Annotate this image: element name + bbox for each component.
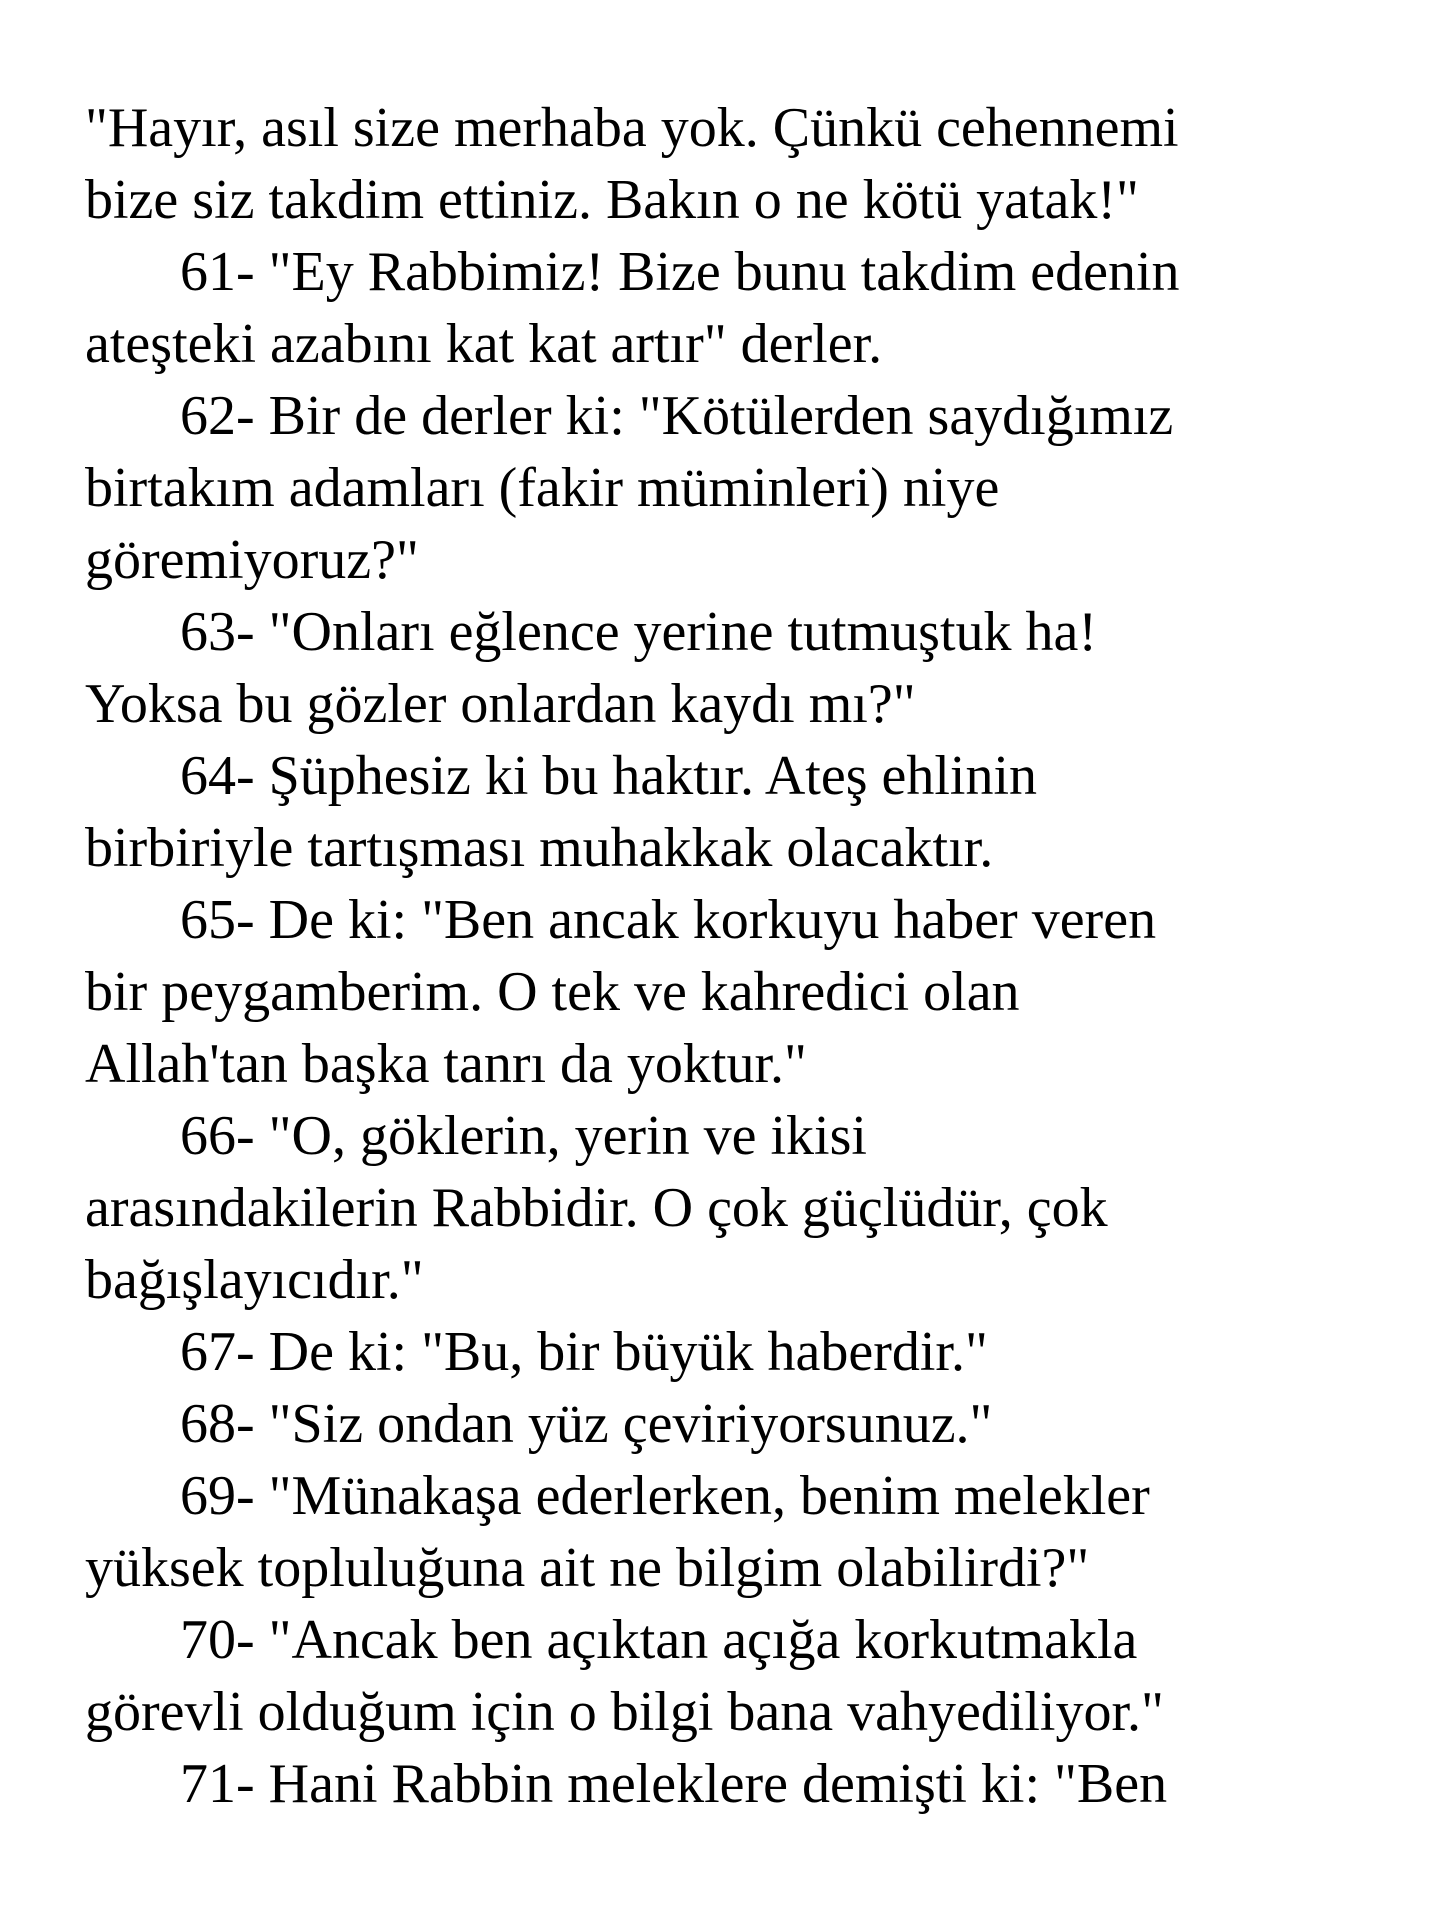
paragraph-p61 <box>85 236 1375 380</box>
text-line: yüksek topluluğuna ait ne bilgim olabilirdi?" <box>85 1537 1090 1599</box>
text-line: ateşteki azabını kat kat artır" derler. <box>85 313 883 375</box>
document-page <box>85 92 1375 1820</box>
text-line: birtakım adamları (fakir müminleri) niye <box>85 457 1000 519</box>
paragraph-p70 <box>85 1604 1375 1748</box>
text-line: 61- "Ey Rabbimiz! Bize bunu takdim edenin <box>180 241 1180 303</box>
paragraph-p62 <box>85 380 1375 596</box>
text-line: 71- Hani Rabbin meleklere demişti ki: "Ben <box>180 1753 1168 1815</box>
paragraph-p68 <box>85 1388 1375 1460</box>
paragraph-p67 <box>85 1316 1375 1388</box>
text-line: bağışlayıcıdır." <box>85 1249 424 1311</box>
text-line: birbiriyle tartışması muhakkak olacaktır. <box>85 817 994 879</box>
paragraph-p64 <box>85 740 1375 884</box>
text-line: 69- "Münakaşa ederlerken, benim melekler <box>180 1465 1150 1527</box>
text-line: bize siz takdim ettiniz. Bakın o ne kötü yatak!" <box>85 169 1139 231</box>
text-line: 65- De ki: "Ben ancak korkuyu haber veren <box>180 889 1157 951</box>
paragraph-p66 <box>85 1100 1375 1316</box>
text-line: arasındakilerin Rabbidir. O çok güçlüdür, çok <box>85 1177 1108 1239</box>
document-body <box>85 92 1375 1820</box>
text-line: göremiyoruz?" <box>85 529 419 591</box>
text-line: 68- "Siz ondan yüz çeviriyorsunuz." <box>180 1393 993 1455</box>
paragraph-p63 <box>85 596 1375 740</box>
paragraph-p71 <box>85 1748 1375 1820</box>
paragraph-p65 <box>85 884 1375 1100</box>
text-line: 63- "Onları eğlence yerine tutmuştuk ha! <box>180 601 1097 663</box>
text-line: bir peygamberim. O tek ve kahredici olan <box>85 961 1020 1023</box>
paragraph-p69 <box>85 1460 1375 1604</box>
paragraph-p60-cont <box>85 92 1375 236</box>
text-line: Allah'tan başka tanrı da yoktur." <box>85 1033 807 1095</box>
text-line: görevli olduğum için o bilgi bana vahyediliyor." <box>85 1681 1164 1743</box>
text-line: "Hayır, asıl size merhaba yok. Çünkü cehennemi <box>85 97 1179 159</box>
text-line: 62- Bir de derler ki: "Kötülerden saydığımız <box>180 385 1174 447</box>
text-line: 67- De ki: "Bu, bir büyük haberdir." <box>180 1321 988 1383</box>
text-line: 70- "Ancak ben açıktan açığa korkutmakla <box>180 1609 1138 1671</box>
text-line: 64- Şüphesiz ki bu haktır. Ateş ehlinin <box>180 745 1038 807</box>
text-line: Yoksa bu gözler onlardan kaydı mı?" <box>85 673 916 735</box>
text-line: 66- "O, göklerin, yerin ve ikisi <box>180 1105 867 1167</box>
